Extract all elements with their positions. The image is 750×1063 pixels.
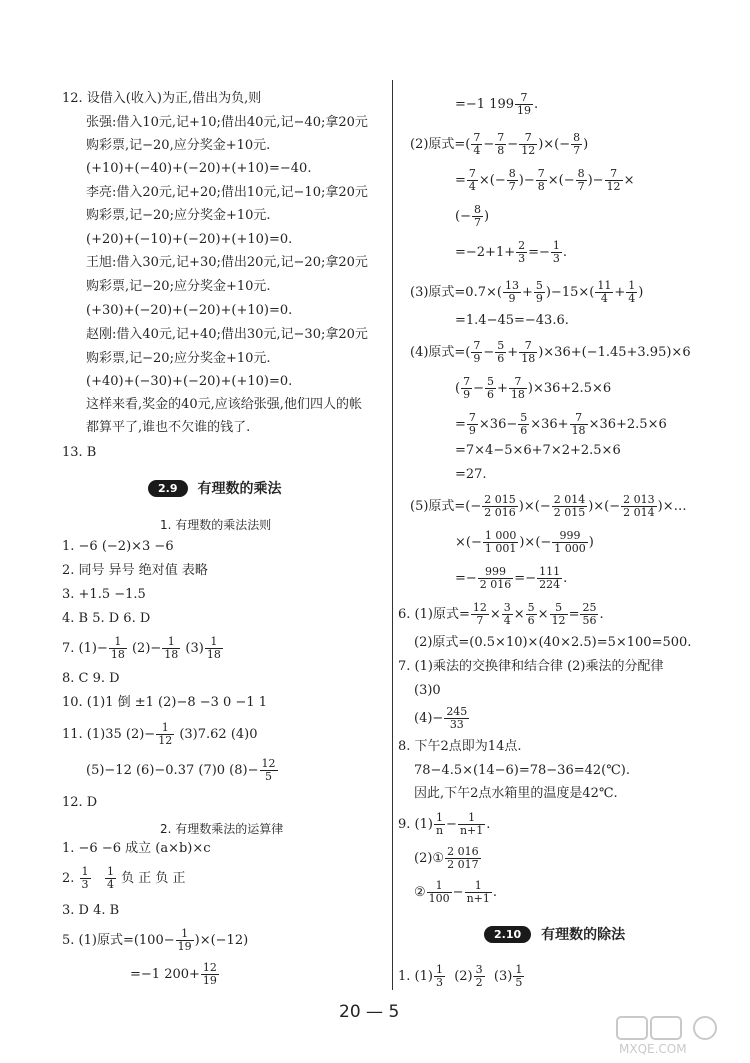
math-line: (− $\frac{8}{7}$ ) <box>455 203 490 230</box>
section-badge: 2.9 <box>148 480 188 497</box>
q12-line: 这样来看,奖金的40元,应该给张强,他们四人的帐 <box>86 397 362 412</box>
text: (3)7.62 (4)0 <box>175 727 258 743</box>
math-line: (4)原式=( $\frac{7}{9}$ − $\frac{5}{6}$ + $\frac{7}{18}$ )×36+(−1.45+3.95)×6 <box>410 339 691 366</box>
math-line: (5)原式=(− $\frac{2 015}{2 016}$ )×(− $\frac{2 014}{2 015}$ )×(− $\frac{2 013}{2 014}$ )×… <box>410 493 687 520</box>
math-line: =27. <box>455 467 487 482</box>
answer-line: 4. B 5. D 6. D <box>62 611 151 626</box>
q12-line: 李亮:借入20元,记+20;借出10元,记−10;拿20元 <box>86 185 368 200</box>
math-line: (2)原式=(0.5×10)×(40×2.5)=5×100=500. <box>414 635 692 650</box>
answer-line: 1. −6 −6 成立 (a×b)×c <box>62 841 211 856</box>
q12-line: 购彩票,记−20;应分奖金+10元. <box>86 351 271 366</box>
section-title: 有理数的乘法 <box>197 481 282 497</box>
answer-line-b5 <box>62 928 248 953</box>
page-number: 20 — 5 <box>339 1002 400 1022</box>
q12-line: (+10)+(−40)+(−20)+(+10)=−40. <box>86 161 312 176</box>
answer-line: 9. (1) $\frac{1}{n}$ − $\frac{1}{n+1}$ . <box>398 811 491 838</box>
q12-line: 购彩票,记−20;应分奖金+10元. <box>86 208 271 223</box>
math-line: = $\frac{7}{4}$ ×(− $\frac{8}{7}$ )− $\frac{7}{8}$ ×(− $\frac{8}{7}$ )− $\frac{7}{12}$ × <box>455 167 635 194</box>
answer-line: (3)0 <box>414 683 441 698</box>
q12-line: 张强:借入10元,记+10;借出40元,记−40;拿20元 <box>86 115 368 130</box>
answer-line-11b <box>86 758 279 783</box>
answer-line-7 <box>62 636 224 661</box>
fraction: $\frac{1}{18}$ <box>206 635 221 662</box>
watermark-text: MXQE.COM <box>619 1042 687 1056</box>
text: (5)−12 (6)−0.37 (7)0 (8)− <box>86 763 259 779</box>
text: 负 正 负 正 <box>116 871 186 887</box>
answer-line: 2. 同号 异号 绝对值 表略 <box>62 563 208 578</box>
q12-line: 王旭:借入30元,记+30;借出20元,记−20;拿20元 <box>86 255 368 270</box>
text: (2)− <box>127 641 162 657</box>
fraction: $\frac{12}{19}$ <box>202 961 217 988</box>
math-line: = $\frac{7}{9}$ ×36− $\frac{5}{6}$ ×36+ $\frac{7}{18}$ ×36+2.5×6 <box>455 411 667 438</box>
fraction: $\frac{1}{12}$ <box>158 721 173 748</box>
answer-line: 1. −6 (−2)×3 −6 <box>62 539 174 554</box>
section-2-10-heading <box>484 924 625 944</box>
fraction: $\frac{12}{5}$ <box>261 757 276 784</box>
section-title: 有理数的除法 <box>541 927 626 943</box>
fraction: $\frac{1}{3}$ <box>81 865 89 892</box>
answer-line: 78−4.5×(14−6)=78−36=42(℃). <box>414 763 630 778</box>
answer-line: 7. (1)乘法的交换律和结合律 (2)乘法的分配律 <box>398 659 664 674</box>
text: 11. (1)35 (2)− <box>62 727 156 743</box>
math-line: =− $\frac{999}{2 016}$ =− $\frac{111}{224}$ . <box>455 565 568 592</box>
text: 7. (1)− <box>62 641 108 657</box>
answer-line: 因此,下午2点水箱里的温度是42℃. <box>414 786 618 801</box>
answer-line: 3. D 4. B <box>62 903 120 918</box>
answer-line: 1. (1) $\frac{1}{3}$ (2) $\frac{3}{2}$ (3) $\frac{1}{5}$ <box>398 963 523 990</box>
math-line: ×(− $\frac{1 000}{1 001}$ )×(− $\frac{999}{1 000}$ ) <box>455 529 594 556</box>
answer-line: (2)① $\frac{2 016}{2 017}$ <box>414 845 479 872</box>
q12-line: 购彩票,记−20;应分奖金+10元. <box>86 279 271 294</box>
column-divider <box>392 80 393 990</box>
answer-line-b2 <box>62 866 185 891</box>
answer-line-b5b <box>130 962 220 987</box>
math-line: (3)原式=0.7×( $\frac{13}{9}$ + $\frac{5}{9}$ )−15×( $\frac{11}{4}$ + $\frac{1}{4}$ ) <box>410 279 644 306</box>
text: 5. (1)原式=(100− <box>62 933 175 949</box>
answer-line: ② $\frac{1}{100}$ − $\frac{1}{n+1}$ . <box>414 879 498 906</box>
fraction: $\frac{1}{18}$ <box>164 635 179 662</box>
q13-answer: 13. B <box>62 445 97 460</box>
math-line: =−1 199 $\frac{7}{19}$ . <box>455 91 539 118</box>
answer-line: (4)− $\frac{245}{33}$ <box>414 705 468 732</box>
q12-line: 赵刚:借入40元,记+40;借出30元,记−30;拿20元 <box>86 327 368 342</box>
subsection-title: 1. 有理数的乘法法则 <box>160 518 272 532</box>
math-line: 6. (1)原式= $\frac{12}{7}$ × $\frac{3}{4}$ × $\frac{5}{6}$ × $\frac{5}{12}$ = $\frac{25}{56}$ . <box>398 601 604 628</box>
q12-line: (+30)+(−20)+(−20)+(+10)=0. <box>86 303 293 318</box>
math-line: ( $\frac{7}{9}$ − $\frac{5}{6}$ + $\frac{7}{18}$ )×36+2.5×6 <box>455 375 612 402</box>
fraction: $\frac{1}{18}$ <box>110 635 125 662</box>
q12-line: 购彩票,记−20,应分奖金+10元. <box>86 138 271 153</box>
answer-line: 12. D <box>62 795 98 810</box>
math-line: =1.4−45=−43.6. <box>455 313 569 328</box>
text: =−1 200+ <box>130 967 200 983</box>
fraction: $\frac{1}{19}$ <box>177 927 192 954</box>
q12-line: 都算平了,谁也不欠谁的钱了. <box>86 420 251 435</box>
text: )×(−12) <box>194 933 249 949</box>
answer-line: 3. +1.5 −1.5 <box>62 587 146 602</box>
answer-line: 10. (1)1 倒 ±1 (2)−8 −3 0 −1 1 <box>62 695 268 710</box>
answer-line: 8. C 9. D <box>62 671 120 686</box>
math-line: =7×4−5×6+7×2+2.5×6 <box>455 443 621 458</box>
q12-line: (+40)+(−30)+(−20)+(+10)=0. <box>86 374 293 389</box>
section-2-9-heading <box>148 478 282 498</box>
q12-intro: 12. 设借入(收入)为正,借出为负,则 <box>62 91 262 106</box>
answer-line-11 <box>62 722 258 747</box>
section-badge: 2.10 <box>484 926 531 943</box>
text: (3) <box>181 641 204 657</box>
math-line: (2)原式=( $\frac{7}{4}$ − $\frac{7}{8}$ − $\frac{7}{12}$ )×(− $\frac{8}{7}$ ) <box>410 131 589 158</box>
q12-line: (+20)+(−10)+(−20)+(+10)=0. <box>86 232 293 247</box>
text: 2. <box>62 871 79 887</box>
watermark-logo <box>615 1015 740 1057</box>
subsection-title: 2. 有理数乘法的运算律 <box>160 822 284 836</box>
fraction: $\frac{1}{4}$ <box>106 865 114 892</box>
answer-line: 8. 下午2点即为14点. <box>398 739 522 754</box>
math-line: =−2+1+ $\frac{2}{3}$ =− $\frac{1}{3}$ . <box>455 239 568 266</box>
